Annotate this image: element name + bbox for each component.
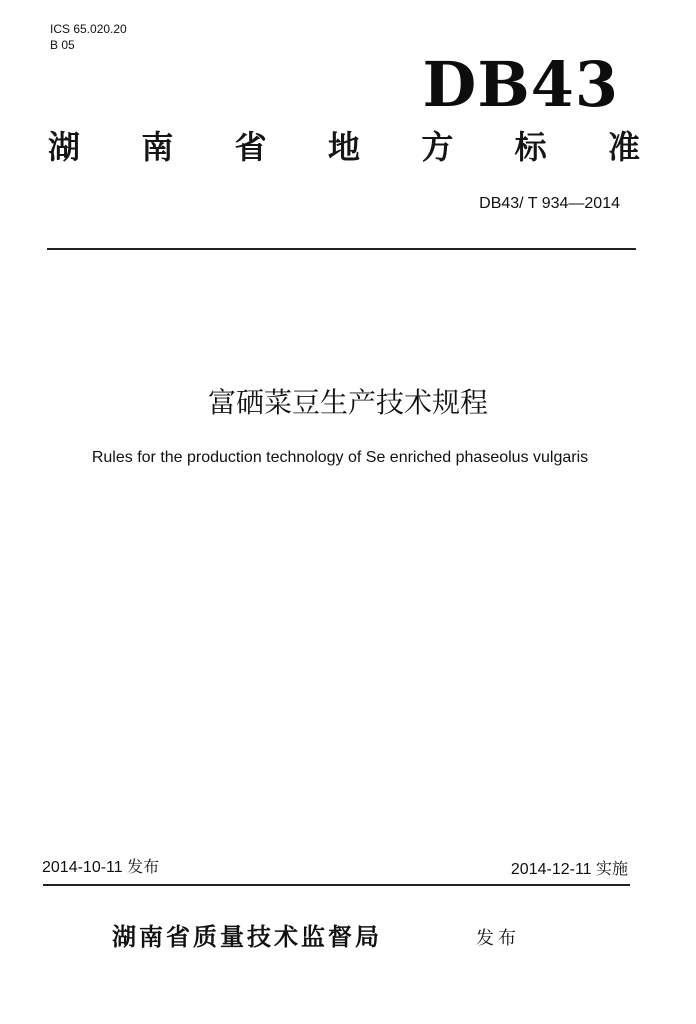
standard-type-char: 地 [327, 128, 360, 166]
implementation-date: 2014-12-11 实施 [510, 861, 628, 878]
standard-type-char: 湖 [48, 128, 81, 166]
classification-code: B 05 [50, 38, 75, 52]
standard-logo: DB43 [422, 48, 619, 121]
standard-type-char: 省 [234, 128, 267, 166]
standard-type-char: 标 [514, 128, 547, 166]
footer-divider [43, 884, 630, 886]
standard-type-char: 方 [421, 128, 454, 166]
issued-label: 发布 [476, 928, 520, 949]
ics-code: ICS 65.020.20 [50, 22, 127, 36]
publish-date: 2014-10-11 发布 [42, 859, 160, 876]
header-divider [47, 248, 636, 250]
standard-type-char: 南 [141, 128, 174, 166]
document-title-english: Rules for the production technology of Se enriched phaseolus vulgaris [91, 449, 589, 466]
standard-type-heading [48, 127, 640, 167]
standard-type-char: 准 [607, 128, 640, 166]
document-title-chinese: 富硒菜豆生产技术规程 [207, 386, 488, 419]
standard-number: DB43/ T 934—2014 [479, 195, 620, 212]
issuing-authority: 湖南省质量技术监督局 [112, 923, 382, 951]
